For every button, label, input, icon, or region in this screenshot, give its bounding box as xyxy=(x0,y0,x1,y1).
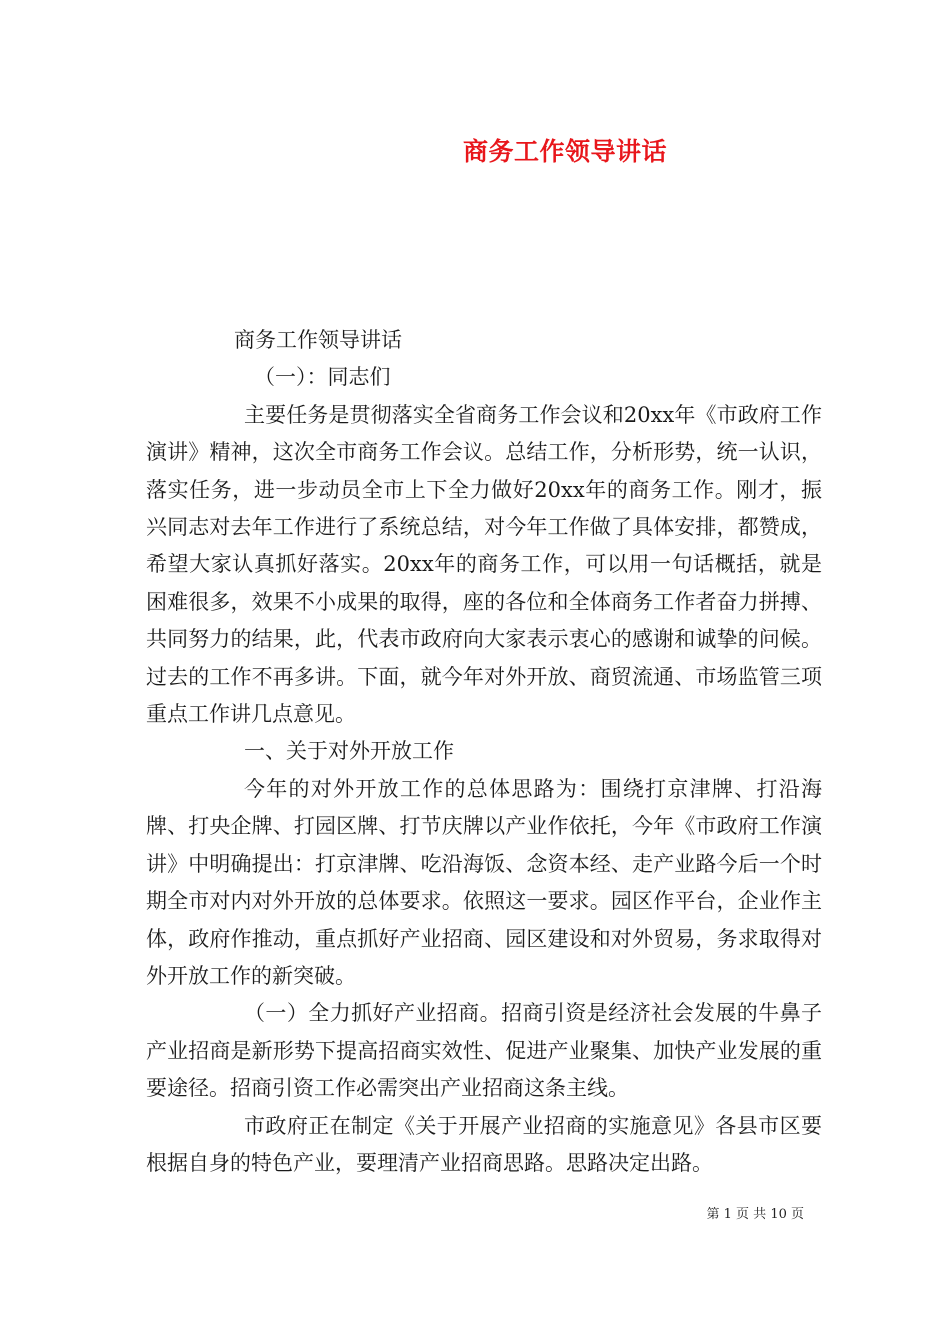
section-paragraph: 今年的对外开放工作的总体思路为：围绕打京津牌、打沿海牌、打央企牌、打园区牌、打节庆牌以产业作依托，今年《市政府工作演讲》中明确提出：打京津牌、吃沿海饭、念资本经、走产业路今后一个时期全市对内对外开放的总体要求。依照这一要求。园区作平台，企业作主体，政府作推动，重点抓好产业招商、园区建设和对外贸易，务求取得对外开放工作的新突破。 xyxy=(146,776,822,988)
section-heading: 一、关于对外开放工作 xyxy=(244,739,454,764)
intro-paragraph: 主要任务是贯彻落实全省商务工作会议和20xx年《市政府工作演讲》精神，这次全市商务工作会议。总结工作，分析形势，统一认识，落实任务，进一步动员全市上下全力做好20xx年的商务工作。刚才，振兴同志对去年工作进行了系统总结，对今年工作做了具体安排，都赞成，希望大家认真抓好落实。20xx年的商务工作，可以用一句话概括，就是困难很多，效果不小成果的取得，座的各位和全体商务工作者奋力拼搏、共同努力的结果，此，代表市政府向大家表示衷心的感谢和诚挚的问候。过去的工作不再多讲。下面，就今年对外开放、商贸流通、市场监管三项重点工作讲几点意见。 xyxy=(146,402,822,727)
greeting: （一）：同志们 xyxy=(254,365,391,390)
subsection-paragraph: （一）全力抓好产业招商。招商引资是经济社会发展的牛鼻子产业招商是新形势下提高招商实效性、促进产业聚集、加快产业发展的重要途径。招商引资工作必需突出产业招商这条主线。 xyxy=(146,1001,822,1101)
closing-paragraph: 市政府正在制定《关于开展产业招商的实施意见》各县市区要根据自身的特色产业，要理清产业招商思路。思路决定出路。 xyxy=(146,1113,822,1175)
page-number: 第 1 页 共 10 页 xyxy=(706,1207,804,1222)
document-body xyxy=(146,322,822,1182)
document-subtitle: 商务工作领导讲话 xyxy=(234,328,402,352)
document-title: 商务工作领导讲话 xyxy=(462,137,667,166)
